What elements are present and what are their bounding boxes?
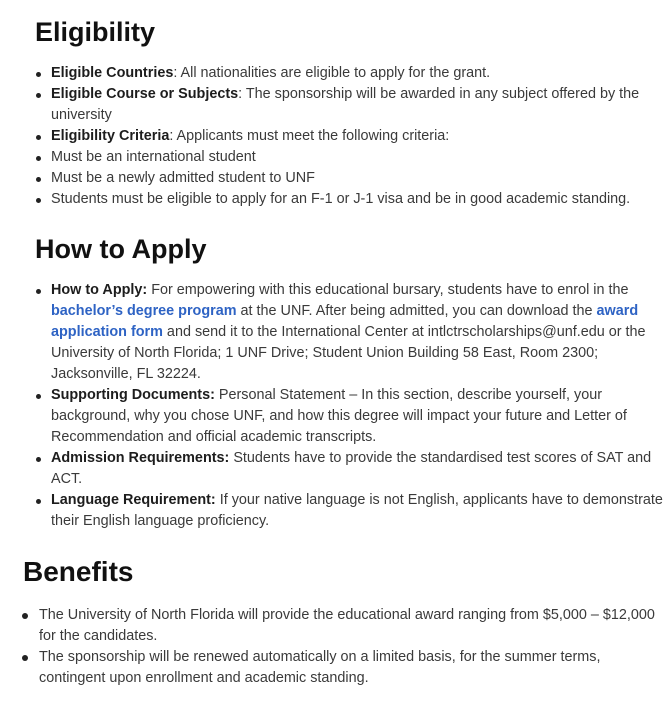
item-text: : All nationalities are eligible to apply for the grant. (173, 65, 491, 81)
item-label: Eligible Countries (51, 65, 174, 81)
item-text: The sponsorship will be renewed automatically on a limited basis, for the summer terms, contingent upon enrollment and academic standing. (39, 649, 601, 686)
item-label: Eligibility Criteria (51, 128, 170, 144)
eligibility-heading: Eligibility (35, 17, 156, 47)
item-text: Must be an international student (51, 149, 256, 165)
list-item (51, 63, 661, 84)
item-text: Personal Statement – In this section, describe yourself, your background, why you chose UNF, and how this degree will impact your future and Letter of Recommendation and official academic transcripts. (51, 387, 627, 445)
award-application-form-link[interactable]: award application form (51, 303, 639, 340)
item-text: and send it to the International Center at intlctrscholarships@unf.edu or the University of North Florida; 1 UNF Drive; Student Union Building 58 East, Room 2300; Jacksonville, FL 32224. (51, 324, 646, 382)
item-text: Students must be eligible to apply for an F-1 or J-1 visa and be in good academic standing. (51, 191, 631, 207)
item-label: Supporting Documents: (51, 387, 215, 403)
item-text: : The sponsorship will be awarded in any subject offered by the university (51, 86, 640, 123)
item-label: Language Requirement: (51, 492, 216, 508)
list-item (51, 84, 661, 126)
item-text: Students have to provide the standardised test scores of SAT and ACT. (51, 450, 652, 487)
item-text: For empowering with this educational bursary, students have to enrol in the (147, 282, 629, 298)
item-text: : Applicants must meet the following criteria: (169, 128, 450, 144)
bachelors-degree-program-link[interactable]: bachelor’s degree program (51, 303, 237, 319)
list-item (51, 448, 663, 490)
item-label: How to Apply: (51, 282, 148, 298)
list-item (39, 605, 664, 647)
item-label: Eligible Course or Subjects (51, 86, 239, 102)
item-label: Admission Requirements: (51, 450, 230, 466)
list-item (51, 147, 661, 168)
list-item (51, 168, 661, 189)
list-item (51, 280, 663, 385)
eligibility-list (51, 63, 661, 210)
benefits-list (39, 605, 664, 689)
item-text: at the UNF. After being admitted, you can download the (236, 303, 597, 319)
list-item (51, 126, 661, 147)
item-text: Must be a newly admitted student to UNF (51, 170, 315, 186)
list-item (51, 189, 661, 210)
list-item (51, 385, 663, 448)
list-item (51, 490, 663, 532)
item-text: If your native language is not English, applicants have to demonstrate their English language proficiency. (51, 492, 663, 529)
how-to-apply-list (51, 280, 663, 532)
item-text: The University of North Florida will provide the educational award ranging from $5,000 – $12,000 for the candidates. (39, 607, 655, 644)
list-item (39, 647, 664, 689)
benefits-heading: Benefits (23, 556, 134, 587)
how-to-apply-heading: How to Apply (35, 234, 207, 264)
